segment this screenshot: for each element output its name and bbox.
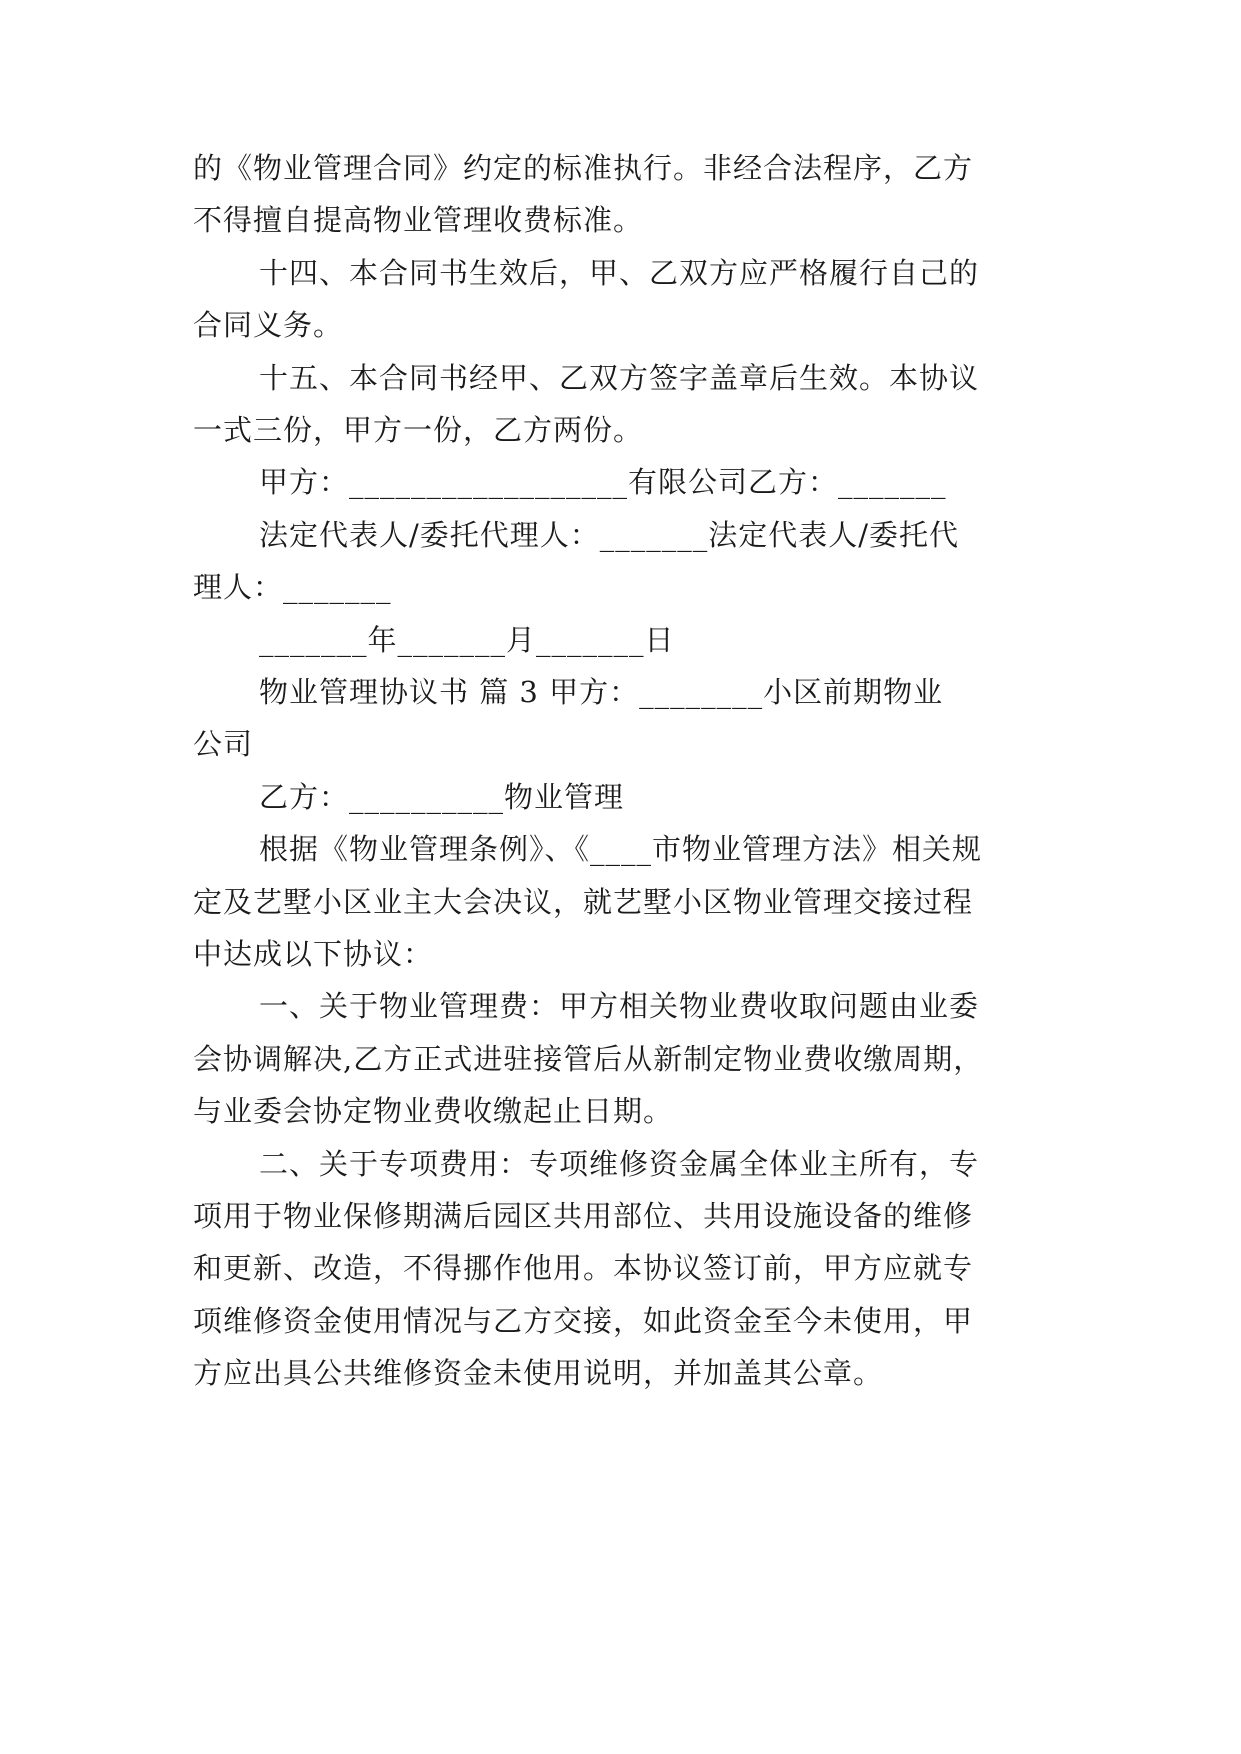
- text-line: 二、关于专项费用：专项维修资金属全体业主所有，专: [259, 1147, 980, 1181]
- text-line: 乙方：__________物业管理: [259, 780, 625, 814]
- text-line: 十五、本合同书经甲、乙双方签字盖章后生效。本协议: [259, 361, 980, 395]
- text-line: 十四、本合同书生效后，甲、乙双方应严格履行自己的: [259, 256, 980, 290]
- date-line: _______年_______月_______日: [259, 623, 675, 657]
- text-line: 的《物业管理合同》约定的标准执行。非经合法程序，乙方: [193, 151, 974, 185]
- text-line: 一、关于物业管理费：甲方相关物业费收取问题由业委: [259, 989, 980, 1023]
- text-line: 公司: [193, 727, 254, 761]
- signature-line-representatives: 法定代表人/委托代理人：_______法定代表人/委托代: [259, 518, 960, 552]
- text-line: 中达成以下协议：: [193, 937, 434, 971]
- section-heading-line: 物业管理协议书 篇 3 甲方：________小区前期物业: [259, 675, 944, 709]
- text-line: 根据《物业管理条例》、《____市物业管理方法》相关规: [259, 832, 983, 866]
- text-line: 方应出具公共维修资金未使用说明，并加盖其公章。: [193, 1356, 884, 1390]
- text-line: 项用于物业保修期满后园区共用部位、共用设施设备的维修: [193, 1199, 974, 1233]
- text-line: 和更新、改造，不得挪作他用。本协议签订前，甲方应就专: [193, 1251, 974, 1285]
- signature-line-parties: 甲方：__________________有限公司乙方：_______: [259, 465, 947, 499]
- text-line: 项维修资金使用情况与乙方交接，如此资金至今未使用，甲: [193, 1304, 974, 1338]
- text-line: 一式三份，甲方一份，乙方两份。: [193, 413, 644, 447]
- text-line: 理人：_______: [193, 570, 392, 604]
- text-line: 定及艺墅小区业主大会决议，就艺墅小区物业管理交接过程: [193, 885, 974, 919]
- text-line: 与业委会协定物业费收缴起止日期。: [193, 1094, 674, 1128]
- text-line: 不得擅自提高物业管理收费标准。: [193, 203, 644, 237]
- text-line: 会协调解决,乙方正式进驻接管后从新制定物业费收缴周期，: [193, 1042, 984, 1076]
- text-line: 合同义务。: [193, 308, 344, 342]
